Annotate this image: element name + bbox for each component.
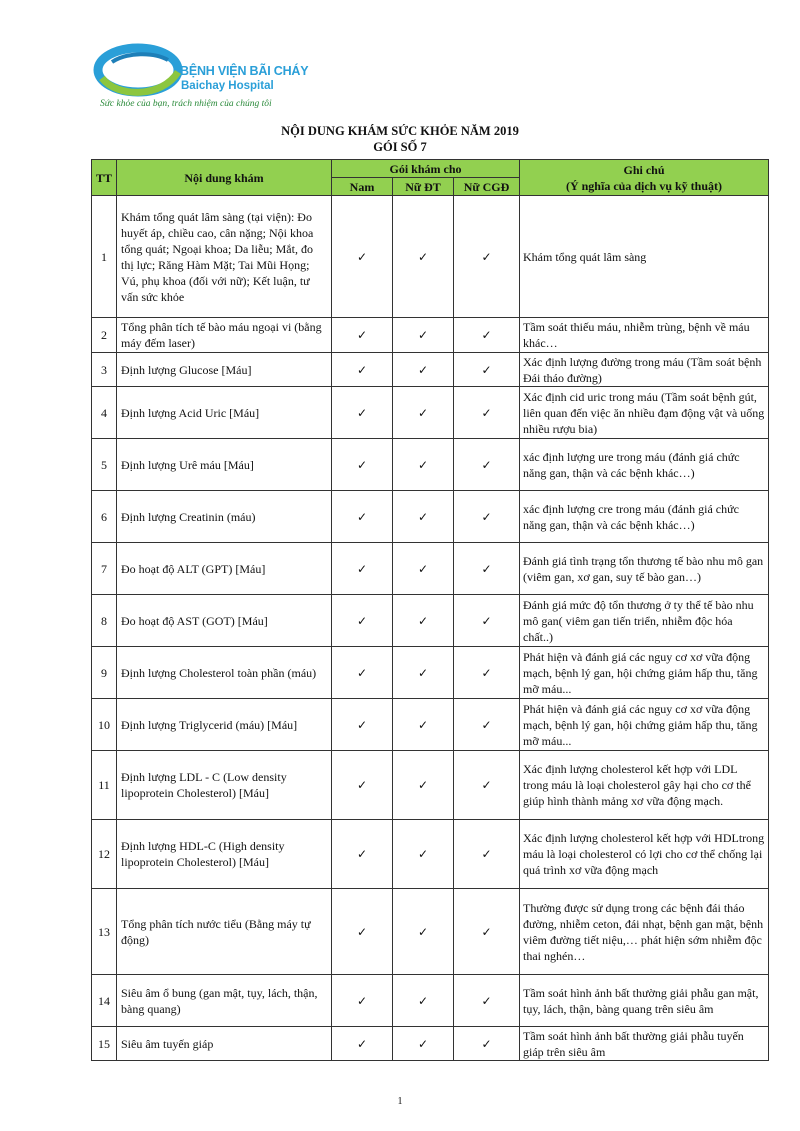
- row-note: Xác định cid uric trong máu (Tầm soát bệnh gút, liên quan đến việc ăn nhiều đạm động vật và uống nhiều rượu bia): [520, 387, 769, 439]
- row-number: 10: [92, 699, 117, 751]
- check-male-icon: ✓: [332, 353, 393, 387]
- row-number: 7: [92, 543, 117, 595]
- row-content: Tổng phân tích tế bào máu ngoại vi (bằng máy đếm laser): [117, 318, 332, 353]
- check-female-dt-icon: ✓: [393, 318, 454, 353]
- check-female-dt-icon: ✓: [393, 439, 454, 491]
- header-note-subtitle: (Ý nghĩa của dịch vụ kỹ thuật): [565, 178, 723, 193]
- check-female-dt-icon: ✓: [393, 387, 454, 439]
- header-note-title: Ghi chú: [623, 162, 665, 177]
- check-female-cgd-icon: ✓: [454, 439, 520, 491]
- table-row: [92, 543, 769, 595]
- check-female-dt-icon: ✓: [393, 647, 454, 699]
- table-row: [92, 647, 769, 699]
- table-row: [92, 595, 769, 647]
- check-female-dt-icon: ✓: [393, 491, 454, 543]
- check-female-dt-icon: ✓: [393, 820, 454, 889]
- check-female-cgd-icon: ✓: [454, 543, 520, 595]
- row-content: Tổng phân tích nước tiểu (Bằng máy tự động): [117, 889, 332, 975]
- check-female-cgd-icon: ✓: [454, 699, 520, 751]
- row-content: Định lượng Creatinin (máu): [117, 491, 332, 543]
- check-male-icon: ✓: [332, 196, 393, 318]
- table-row: [92, 889, 769, 975]
- row-note: xác định lượng cre trong máu (đánh giá chức năng gan, thận và các bệnh khác…): [520, 491, 769, 543]
- check-female-cgd-icon: ✓: [454, 751, 520, 820]
- check-male-icon: ✓: [332, 543, 393, 595]
- check-male-icon: ✓: [332, 1027, 393, 1061]
- row-number: 13: [92, 889, 117, 975]
- row-note: Xác định lượng đường trong máu (Tầm soát bệnh Đái tháo đường): [520, 353, 769, 387]
- check-male-icon: ✓: [332, 439, 393, 491]
- table-row: [92, 491, 769, 543]
- row-content: Siêu âm tuyến giáp: [117, 1027, 332, 1061]
- row-number: 5: [92, 439, 117, 491]
- check-male-icon: ✓: [332, 491, 393, 543]
- row-note: Tầm soát hình ảnh bất thường giải phẫu tuyến giáp trên siêu âm: [520, 1027, 769, 1061]
- check-male-icon: ✓: [332, 318, 393, 353]
- check-female-dt-icon: ✓: [393, 595, 454, 647]
- hospital-name-english: Baichay Hospital: [181, 80, 274, 92]
- check-female-dt-icon: ✓: [393, 699, 454, 751]
- row-content: Định lượng Triglycerid (máu) [Máu]: [117, 699, 332, 751]
- row-content: Siêu âm ổ bung (gan mật, tụy, lách, thận, bàng quang): [117, 975, 332, 1027]
- table-row: [92, 699, 769, 751]
- check-male-icon: ✓: [332, 647, 393, 699]
- check-female-cgd-icon: ✓: [454, 318, 520, 353]
- row-number: 14: [92, 975, 117, 1027]
- row-number: 15: [92, 1027, 117, 1061]
- check-female-dt-icon: ✓: [393, 975, 454, 1027]
- check-female-dt-icon: ✓: [393, 1027, 454, 1061]
- row-number: 8: [92, 595, 117, 647]
- row-number: 4: [92, 387, 117, 439]
- check-female-cgd-icon: ✓: [454, 889, 520, 975]
- check-male-icon: ✓: [332, 975, 393, 1027]
- row-number: 2: [92, 318, 117, 353]
- hospital-logo-icon: [92, 38, 184, 102]
- row-content: Đo hoạt độ AST (GOT) [Máu]: [117, 595, 332, 647]
- hospital-name: BỆNH VIỆN BÃI CHÁY: [180, 64, 309, 78]
- header-note: [520, 160, 769, 196]
- row-number: 12: [92, 820, 117, 889]
- check-female-cgd-icon: ✓: [454, 820, 520, 889]
- check-male-icon: ✓: [332, 699, 393, 751]
- check-male-icon: ✓: [332, 889, 393, 975]
- row-content: Định lượng Glucose [Máu]: [117, 353, 332, 387]
- check-female-cgd-icon: ✓: [454, 353, 520, 387]
- table-row: [92, 318, 769, 353]
- table-row: [92, 196, 769, 318]
- header-tt: TT: [92, 160, 117, 196]
- document-subtitle: GÓI SỐ 7: [373, 140, 427, 154]
- header-content: Nội dung khám: [117, 160, 332, 196]
- row-number: 11: [92, 751, 117, 820]
- row-note: Xác định lượng cholesterol kết hợp với LDL trong máu là loại cholesterol gây hại cho cơ thể giúp hình thành mảng xơ vữa động mạch.: [520, 751, 769, 820]
- hospital-slogan: Sức khỏe của bạn, trách nhiệm của chúng tôi: [100, 99, 272, 109]
- check-female-cgd-icon: ✓: [454, 595, 520, 647]
- check-male-icon: ✓: [332, 595, 393, 647]
- check-female-cgd-icon: ✓: [454, 647, 520, 699]
- table-row: [92, 820, 769, 889]
- row-note: Xác định lượng cholesterol kết hợp với HDLtrong máu là loại cholesterol có lợi cho cơ thể chống lại quá trình xơ vữa động mạch: [520, 820, 769, 889]
- row-content: Đo hoạt độ ALT (GPT) [Máu]: [117, 543, 332, 595]
- header-male: Nam: [332, 178, 393, 196]
- row-content: Định lượng Urê máu [Máu]: [117, 439, 332, 491]
- table-row: [92, 439, 769, 491]
- row-content: Định lượng LDL - C (Low density lipoprotein Cholesterol) [Máu]: [117, 751, 332, 820]
- check-female-cgd-icon: ✓: [454, 1027, 520, 1061]
- table-body: [92, 196, 769, 1061]
- row-note: Phát hiện và đánh giá các nguy cơ xơ vữa động mạch, bệnh lý gan, hội chứng giảm hấp thu, tăng mỡ máu...: [520, 699, 769, 751]
- row-note: Phát hiện và đánh giá các nguy cơ xơ vữa động mạch, bệnh lý gan, hội chứng giảm hấp thu, tăng mỡ máu...: [520, 647, 769, 699]
- row-number: 6: [92, 491, 117, 543]
- row-note: Đánh giá mức độ tổn thương ở ty thể tế bào nhu mô gan( viêm gan tiến triển, nhiễm độc hóa chất..): [520, 595, 769, 647]
- check-female-dt-icon: ✓: [393, 543, 454, 595]
- row-content: Định lượng Acid Uric [Máu]: [117, 387, 332, 439]
- check-female-cgd-icon: ✓: [454, 491, 520, 543]
- header-female-dt: Nữ ĐT: [393, 178, 454, 196]
- hospital-logo: [92, 38, 309, 118]
- check-female-dt-icon: ✓: [393, 353, 454, 387]
- row-content: Khám tổng quát lâm sàng (tại viện): Đo huyết áp, chiều cao, cân nặng; Nội khoa tổng quát; Ngoại khoa; Da liễu; Mắt, đo thị lực; Răng Hàm Mặt; Tai Mũi Họng; Vú, phụ khoa (đối với nữ); Kết luận, tư vấn sức khỏe: [117, 196, 332, 318]
- check-female-cgd-icon: ✓: [454, 196, 520, 318]
- check-male-icon: ✓: [332, 820, 393, 889]
- header-package-group: Gói khám cho: [332, 160, 520, 178]
- check-male-icon: ✓: [332, 751, 393, 820]
- row-content: Định lượng HDL-C (High density lipoprotein Cholesterol) [Máu]: [117, 820, 332, 889]
- row-number: 1: [92, 196, 117, 318]
- table-row: [92, 975, 769, 1027]
- exam-content-table: [91, 159, 769, 1061]
- page-number: 1: [397, 1096, 403, 1107]
- check-male-icon: ✓: [332, 387, 393, 439]
- check-female-cgd-icon: ✓: [454, 975, 520, 1027]
- check-female-dt-icon: ✓: [393, 751, 454, 820]
- row-note: xác định lượng ure trong máu (đánh giá chức năng gan, thận và các bệnh khác…): [520, 439, 769, 491]
- check-female-dt-icon: ✓: [393, 889, 454, 975]
- table-row: [92, 1027, 769, 1061]
- row-number: 3: [92, 353, 117, 387]
- table-row: [92, 353, 769, 387]
- check-female-cgd-icon: ✓: [454, 387, 520, 439]
- document-title: NỘI DUNG KHÁM SỨC KHỎE NĂM 2019: [281, 124, 519, 138]
- row-note: Đánh giá tình trạng tổn thương tế bào nhu mô gan (viêm gan, xơ gan, suy tế bào gan…): [520, 543, 769, 595]
- row-note: Tầm soát hình ảnh bất thường giải phẫu gan mật, tụy, lách, thận, bàng quang trên siêu âm: [520, 975, 769, 1027]
- header-female-cgd: Nữ CGĐ: [454, 178, 520, 196]
- check-female-dt-icon: ✓: [393, 196, 454, 318]
- table-row: [92, 751, 769, 820]
- row-note: Thường được sử dụng trong các bệnh đái tháo đường, nhiễm ceton, đái nhạt, bệnh gan mật, bệnh viêm đường tiết niệu,… phát hiện sớm nhiễm độc thai nghén…: [520, 889, 769, 975]
- row-content: Định lượng Cholesterol toàn phần (máu): [117, 647, 332, 699]
- row-note: Tầm soát thiếu máu, nhiễm trùng, bệnh về máu khác…: [520, 318, 769, 353]
- row-note: Khám tổng quát lâm sàng: [520, 196, 769, 318]
- row-number: 9: [92, 647, 117, 699]
- table-row: [92, 387, 769, 439]
